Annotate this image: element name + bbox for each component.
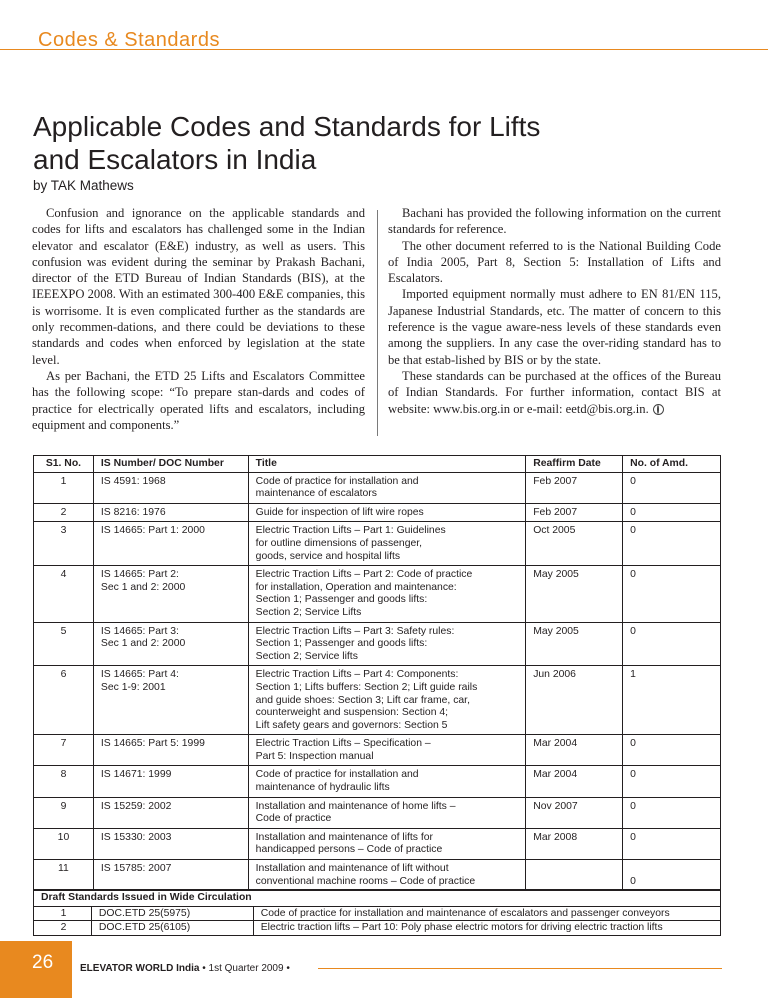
amendments-cell: 0 xyxy=(623,735,721,766)
table-header-row xyxy=(34,456,721,473)
column-header: S1. No. xyxy=(34,456,94,473)
reaffirm-date-cell: Mar 2008 xyxy=(526,828,623,859)
title-cell: Guide for inspection of lift wire ropes xyxy=(248,503,526,522)
globe-end-icon xyxy=(653,404,664,415)
serial-cell: 3 xyxy=(34,522,94,566)
section-rule xyxy=(0,49,768,50)
column-divider xyxy=(377,210,378,436)
amendments-cell: 0 xyxy=(623,797,721,828)
amendments-cell: 0 xyxy=(623,472,721,503)
column-header: Reaffirm Date xyxy=(526,456,623,473)
amendments-cell: 0 xyxy=(623,622,721,666)
title-cell: Electric Traction Lifts – Part 1: Guidelines for outline dimensions of passenger, goods, service and hospital lifts xyxy=(248,522,526,566)
title-cell: Installation and maintenance of lift without conventional machine rooms – Code of practice xyxy=(248,860,526,891)
title-cell: Electric Traction Lifts – Part 4: Components: Section 1; Lifts buffers: Section 2; Lift guide rails and guide shoes: Section 3; Lift car frame, car, counterweight and suspension: Section 4; Lift safety gears and governors: Section 5 xyxy=(248,666,526,735)
standards-table-body xyxy=(34,472,721,891)
paragraph: Imported equipment normally must adhere to EN 81/EN 115, Japanese Industrial Standards, etc. The matter of concern to this reference is the vague aware-ness levels of these standards even among the suppliers. In any case the over-riding standard has to be that estab-lished by BIS or by the state. xyxy=(388,287,721,367)
table-row xyxy=(34,566,721,622)
reaffirm-date-cell: Mar 2004 xyxy=(526,735,623,766)
draft-standards-table xyxy=(33,889,721,936)
serial-cell: 10 xyxy=(34,828,94,859)
title-cell: Code of practice for installation and maintenance of escalators xyxy=(248,472,526,503)
reaffirm-date-cell: Oct 2005 xyxy=(526,522,623,566)
title-cell: Electric Traction Lifts – Part 3: Safety rules: Section 1; Passenger and goods lifts: Section 2; Service lifts xyxy=(248,622,526,666)
magazine-name: ELEVATOR WORLD India xyxy=(80,963,200,974)
doc-number-cell: IS 15259: 2002 xyxy=(93,797,248,828)
serial-cell: 5 xyxy=(34,622,94,666)
column-header: Title xyxy=(248,456,526,473)
title-cell: Electric traction lifts – Part 10: Poly phase electric motors for driving electric traction lifts xyxy=(253,921,720,936)
serial-cell: 7 xyxy=(34,735,94,766)
table-row xyxy=(34,666,721,735)
body-column-right xyxy=(388,205,721,417)
title-cell: Installation and maintenance of home lifts – Code of practice xyxy=(248,797,526,828)
paragraph: Bachani has provided the following information on the current standards for reference. xyxy=(388,206,721,237)
serial-cell: 8 xyxy=(34,766,94,797)
serial-cell: 2 xyxy=(34,921,92,936)
amendments-cell: 0 xyxy=(623,566,721,622)
paragraph: The other document referred to is the National Building Code of India 2005, Part 8, Section 5: Installation of Lifts and Escalators. xyxy=(388,238,721,286)
doc-number-cell: IS 8216: 1976 xyxy=(93,503,248,522)
column-header: IS Number/ DOC Number xyxy=(93,456,248,473)
reaffirm-date-cell: Mar 2004 xyxy=(526,766,623,797)
reaffirm-date-cell xyxy=(526,860,623,891)
doc-number-cell: IS 14671: 1999 xyxy=(93,766,248,797)
table-row xyxy=(34,622,721,666)
title-cell: Electric Traction Lifts – Part 2: Code of practice for installation, Operation and maintenance: Section 1; Passenger and goods lifts: Section 2; Service Lifts xyxy=(248,566,526,622)
paragraph-last xyxy=(388,368,721,417)
doc-number-cell: IS 14665: Part 1: 2000 xyxy=(93,522,248,566)
title-cell: Code of practice for installation and maintenance of escalators and passenger conveyors xyxy=(253,906,720,921)
serial-cell: 1 xyxy=(34,472,94,503)
draft-row xyxy=(34,921,721,936)
table-row xyxy=(34,828,721,859)
standards-table xyxy=(33,455,721,891)
reaffirm-date-cell: May 2005 xyxy=(526,566,623,622)
amendments-cell: 1 xyxy=(623,666,721,735)
doc-number-cell: DOC.ETD 25(6105) xyxy=(91,921,253,936)
body-column-left xyxy=(32,205,365,433)
doc-number-cell: IS 14665: Part 3: Sec 1 and 2: 2000 xyxy=(93,622,248,666)
draft-row xyxy=(34,906,721,921)
paragraph: Confusion and ignorance on the applicable standards and codes for lifts and escalators has challenged some in the Indian elevator and escalator (E&E) industry, as well as users. This confusion was evident during the seminar by Prakash Bachani, director of the ETD Bureau of Indian Standards (BIS), at the IEEEXPO 2008. With an estimated 300-400 E&E companies, this is worrisome. It is even complicated further as the standards are only recommen-dations, and there could be deviations to these standards and codes when enforced by legislation at the state level. xyxy=(32,206,365,367)
draft-table-body xyxy=(34,906,721,935)
byline: by TAK Mathews xyxy=(33,178,134,193)
draft-heading-row xyxy=(34,890,721,907)
reaffirm-date-cell: May 2005 xyxy=(526,622,623,666)
serial-cell: 1 xyxy=(34,906,92,921)
reaffirm-date-cell: Feb 2007 xyxy=(526,472,623,503)
page-number: 26 xyxy=(32,952,54,973)
table-row xyxy=(34,472,721,503)
amendments-cell: 0 xyxy=(623,522,721,566)
table-row xyxy=(34,797,721,828)
table-row xyxy=(34,503,721,522)
doc-number-cell: IS 14665: Part 4: Sec 1-9: 2001 xyxy=(93,666,248,735)
issue-label: 1st Quarter 2009 xyxy=(208,963,284,974)
serial-cell: 2 xyxy=(34,503,94,522)
title-cell: Electric Traction Lifts – Specification – Part 5: Inspection manual xyxy=(248,735,526,766)
doc-number-cell: IS 4591: 1968 xyxy=(93,472,248,503)
amendments-cell: 0 xyxy=(623,766,721,797)
amendments-cell: 0 xyxy=(623,503,721,522)
article-title: Applicable Codes and Standards for Lifts and Escalators in India xyxy=(33,111,541,175)
reaffirm-date-cell: Feb 2007 xyxy=(526,503,623,522)
reaffirm-date-cell: Jun 2006 xyxy=(526,666,623,735)
serial-cell: 9 xyxy=(34,797,94,828)
column-header: No. of Amd. xyxy=(623,456,721,473)
title-cell: Code of practice for installation and maintenance of hydraulic lifts xyxy=(248,766,526,797)
section-heading: Codes & Standards xyxy=(38,29,220,51)
serial-cell: 4 xyxy=(34,566,94,622)
table-row xyxy=(34,522,721,566)
doc-number-cell: IS 15330: 2003 xyxy=(93,828,248,859)
footer-text: ELEVATOR WORLD India • 1st Quarter 2009 • xyxy=(80,963,290,974)
amendments-cell: 0 xyxy=(623,860,721,891)
amendments-cell: 0 xyxy=(623,828,721,859)
paragraph: As per Bachani, the ETD 25 Lifts and Escalators Committee has the following scope: “To prepare stan-dards and codes of practice for electrically operated lifts and escalators, including equipment and components.” xyxy=(32,368,365,432)
table-row xyxy=(34,766,721,797)
paragraph-text: These standards can be purchased at the offices of the Bureau of Indian Standards. For further information, contact BIS at website: www.bis.org.in or e-mail: eetd@bis.org.in. xyxy=(388,368,721,416)
doc-number-cell: IS 14665: Part 5: 1999 xyxy=(93,735,248,766)
table-row xyxy=(34,735,721,766)
reaffirm-date-cell: Nov 2007 xyxy=(526,797,623,828)
table-row xyxy=(34,860,721,891)
serial-cell: 11 xyxy=(34,860,94,891)
doc-number-cell: IS 15785: 2007 xyxy=(93,860,248,891)
title-cell: Installation and maintenance of lifts for handicapped persons – Code of practice xyxy=(248,828,526,859)
draft-heading: Draft Standards Issued in Wide Circulation xyxy=(34,890,721,907)
footer-rule xyxy=(318,968,722,969)
doc-number-cell: IS 14665: Part 2: Sec 1 and 2: 2000 xyxy=(93,566,248,622)
serial-cell: 6 xyxy=(34,666,94,735)
doc-number-cell: DOC.ETD 25(5975) xyxy=(91,906,253,921)
